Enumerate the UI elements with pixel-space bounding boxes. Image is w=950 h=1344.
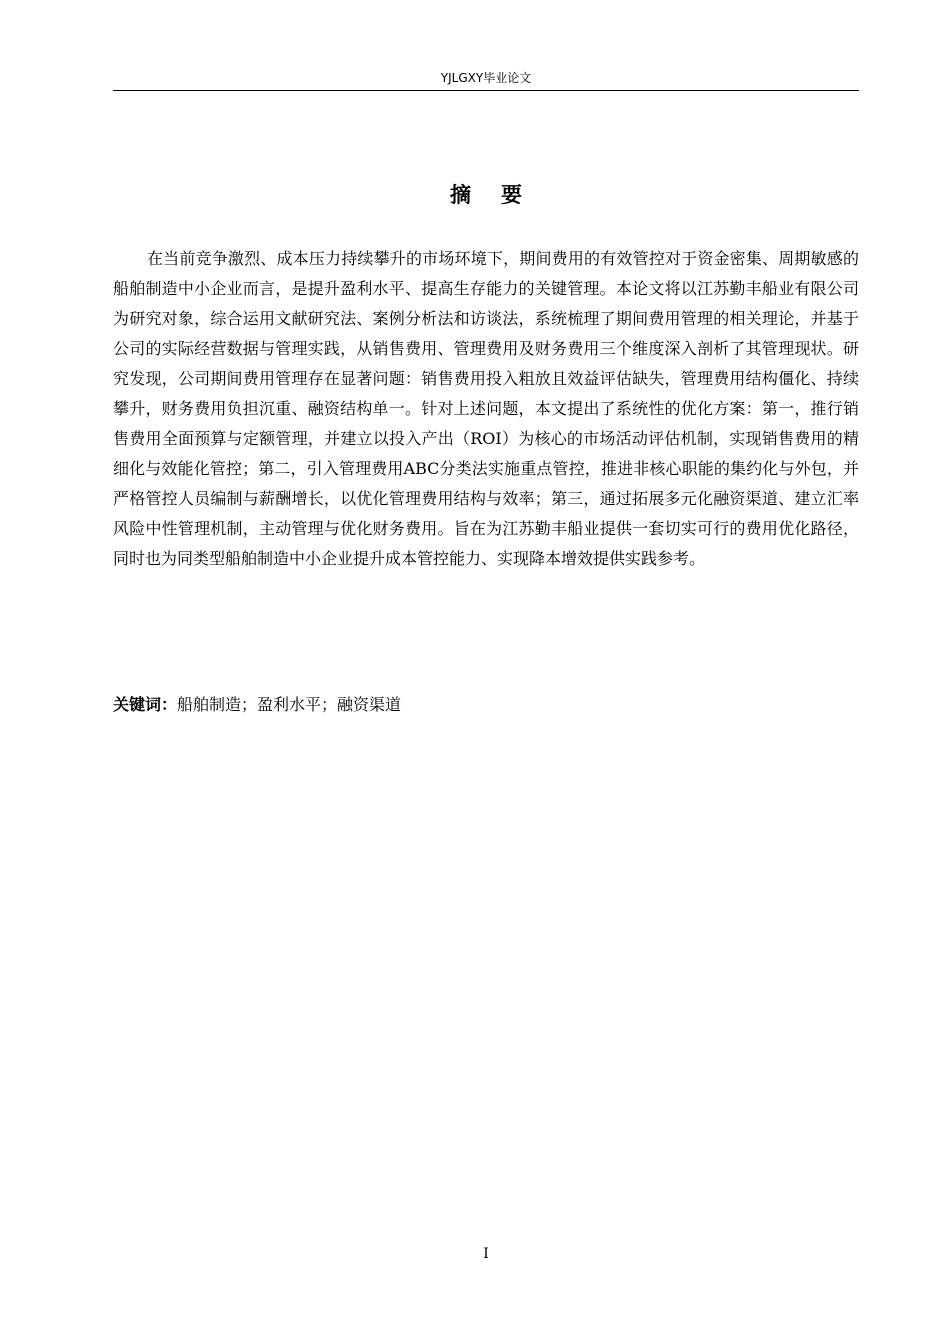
abstract-title: 摘要 — [450, 183, 552, 207]
keywords-label: 关键词： — [113, 695, 178, 714]
abstract-body: 在当前竞争激烈、成本压力持续攀升的市场环境下，期间费用的有效管控对于资金密集、周期敏感的船舶制造中小企业而言，是提升盈利水平、提高生存能力的关键管理。本论文将以江苏勤丰船业有限公司为研究对象，综合运用文献研究法、案例分析法和访谈法，系统梳理了期间费用管理的相关理论，并基于公司的实际经营数据与管理实践，从销售费用、管理费用及财务费用三个维度深入剖析了其管理现状。研究发现，公司期间费用管理存在显著问题：销售费用投入粗放且效益评估缺失，管理费用结构僵化、持续攀升，财务费用负担沉重、融资结构单一。针对上述问题，本文提出了系统性的优化方案：第一，推行销售费用全面预算与定额管理，并建立以投入产出（ROI）为核心的市场活动评估机制，实现销售费用的精细化与效能化管控；第二，引入管理费用ABC分类法实施重点管控，推进非核心职能的集约化与外包，并严格管控人员编制与薪酬增长，以优化管理费用结构与效率；第三，通过拓展多元化融资渠道、建立汇率风险中性管理机制，主动管理与优化财务费用。旨在为江苏勤丰船业提供一套切实可行的费用优化路径，同时也为同类型船舶制造中小企业提升成本管控能力、实现降本增效提供实践参考。 — [113, 249, 859, 568]
header-divider — [113, 90, 859, 91]
keywords-value: 船舶制造；盈利水平；融资渠道 — [177, 695, 402, 714]
keywords-line — [113, 690, 859, 720]
running-header: YJLGXY毕业论文 — [440, 71, 532, 85]
page-number: I — [483, 1246, 489, 1262]
